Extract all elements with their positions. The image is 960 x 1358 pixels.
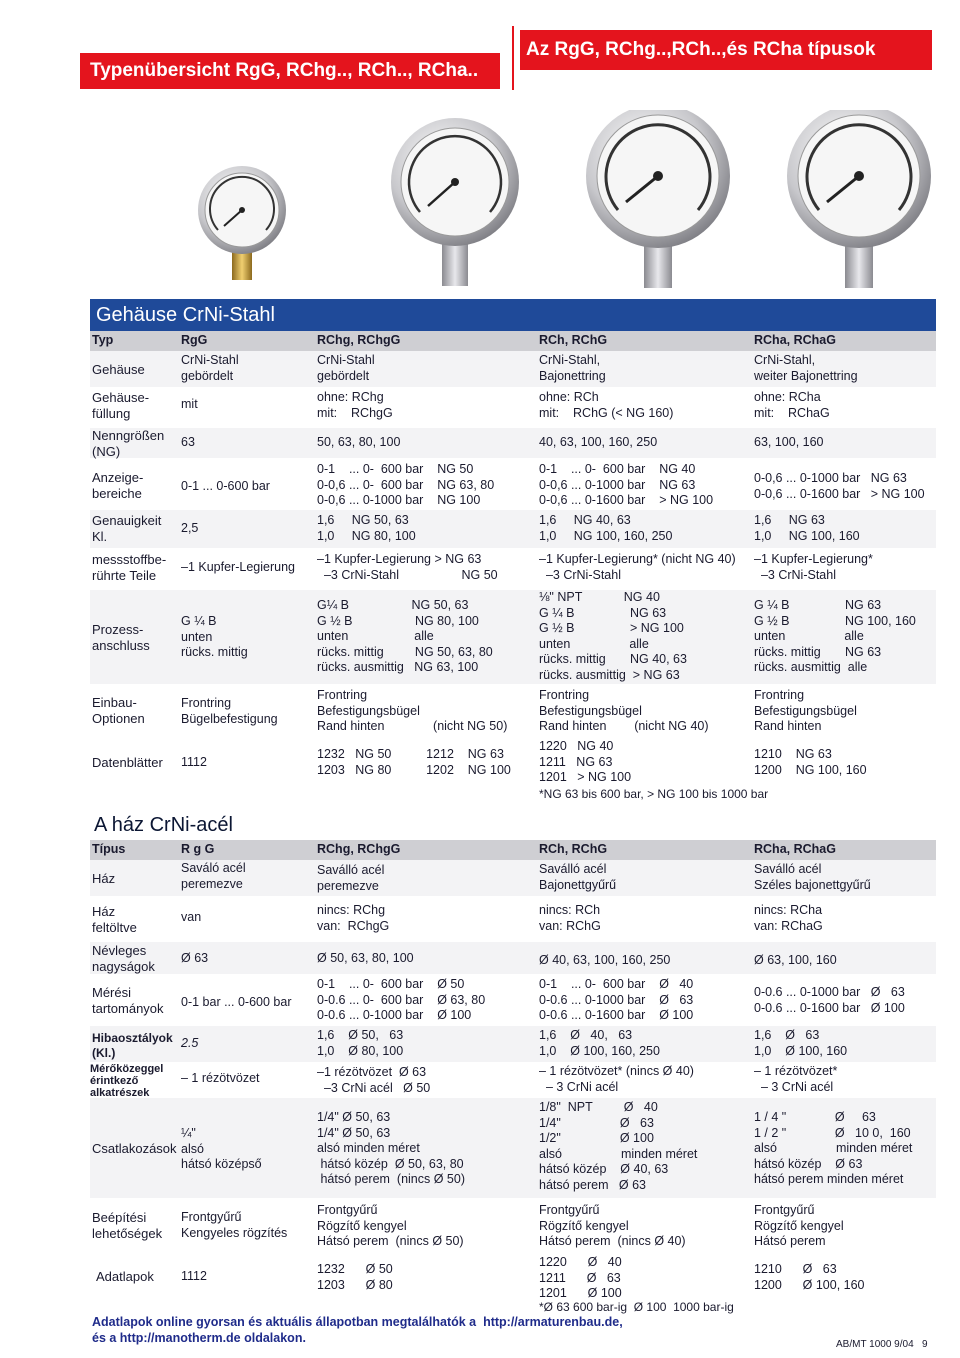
cell: ohne: RChg mit: RChgG <box>317 390 393 420</box>
row-label: Nenngrößen (NG) <box>92 428 165 459</box>
cell: 1 / 4 " Ø 63 1 / 2 " Ø 10 0, 160 alsó minden méret hátsó közép Ø 63 hátsó perem minden méret <box>754 1110 913 1186</box>
header-rch: RCh, RChG <box>539 333 608 347</box>
row-label: Datenblätter <box>92 755 163 770</box>
gauge-rchg-icon <box>391 118 519 286</box>
cell: ⅛" NPT NG 40 G ¼ B NG 63 G ½ B > NG 100 unten alle rücks. mittig NG 40, 63 rücks. ausmittig > NG 63 <box>539 590 687 682</box>
cell: Ø 63, 100, 160 <box>754 953 837 967</box>
cell: 0-1 ... 0- 600 bar Ø 40 0-0.6 ... 0-1000 bar Ø 63 0-0.6 ... 0-1600 bar Ø 100 <box>539 977 694 1022</box>
row-label: Hibaosztályok (Kl.) <box>92 1031 173 1060</box>
row-label: Einbau- Optionen <box>92 695 145 726</box>
cell: Frontring Befestigungsbügel Rand hinten (nicht NG 40) <box>539 688 709 733</box>
cell: 0-1 ... 0- 600 bar Ø 50 0-0.6 ... 0- 600 bar Ø 63, 80 0-0.6 ... 0-1000 bar Ø 100 <box>317 977 486 1022</box>
header-rgg: R g G <box>181 842 215 856</box>
header-rch: RCh, RChG <box>539 842 608 856</box>
cell: Frontgyűrű Rögzítő kengyel Hátsó perem (nincs Ø 40) <box>539 1203 686 1248</box>
cell: Frontring Befestigungsbügel Rand hinten (nicht NG 50) <box>317 688 508 733</box>
cell: 1,6 NG 63 1,0 NG 100, 160 <box>754 513 860 543</box>
cell: 0-0.6 ... 0-1000 bar Ø 63 0-0.6 ... 0-1600 bar Ø 100 <box>754 985 905 1015</box>
cell: 0-0,6 ... 0-1000 bar NG 63 0-0,6 ... 0-1600 bar > NG 100 <box>754 471 925 501</box>
cell: 0-1 bar ... 0-600 bar <box>181 995 292 1009</box>
cell: 1,6 NG 40, 63 1,0 NG 100, 160, 250 <box>539 513 673 543</box>
cell: G ¼ B NG 63 G ½ B NG 100, 160 unten alle rücks. mittig NG 63 rücks. ausmittig alle <box>754 598 916 674</box>
cell: Frontgyűrű Kengyeles rögzítés <box>181 1210 288 1240</box>
cell: 1220 NG 40 1211 NG 63 1201 > NG 100 <box>539 739 632 784</box>
row-label: Mérési tartományok <box>92 985 164 1016</box>
cell: Ø 50, 63, 80, 100 <box>317 951 414 965</box>
cell: 1,6 Ø 63 1,0 Ø 100, 160 <box>754 1028 848 1058</box>
row-label: Adatlapok <box>96 1269 154 1284</box>
footer-line-1: Adatlapok online gyorsan és aktuális állapotban megtalálhatók a http://armaturenbau.de, <box>92 1315 623 1329</box>
cell: 2.5 <box>181 1036 199 1050</box>
row-label: Gehäuse- füllung <box>92 390 150 421</box>
cell: Frontgyűrű Rögzítő kengyel Hátsó perem <box>754 1203 844 1248</box>
header-rchg: RChg, RChgG <box>317 842 401 856</box>
cell: –1 Kupfer-Legierung > NG 63 –3 CrNi-Stahl NG 50 <box>317 552 498 582</box>
row-label: Beépítési lehetőségek <box>92 1210 163 1241</box>
cell: 40, 63, 100, 160, 250 <box>539 435 658 449</box>
row-label: Prozess- anschluss <box>92 622 150 653</box>
header-rcha: RCha, RChaG <box>754 333 836 347</box>
cell: G ¼ B unten rücks. mittig <box>181 614 248 659</box>
cell: 1/4" Ø 50, 63 1/4" Ø 50, 63 alsó minden méret hátsó közép Ø 50, 63, 80 hátsó perem (nincs Ø 50) <box>317 1110 465 1186</box>
cell: 2,5 <box>181 521 199 535</box>
cell: 1,6 NG 50, 63 1,0 NG 80, 100 <box>317 513 416 543</box>
cell: 1,6 Ø 40, 63 1,0 Ø 100, 160, 250 <box>539 1028 660 1058</box>
footnote-de: *NG 63 bis 600 bar, > NG 100 bis 1000 bar <box>539 787 769 801</box>
cell: 1232 NG 50 1212 NG 63 1203 NG 80 1202 NG 100 <box>317 747 511 777</box>
row-label: Ház <box>92 871 116 886</box>
title-banner-hu-text: Az RgG, RChg..,RCh..,és RCha típusok <box>526 39 876 60</box>
cell: –1 Kupfer-Legierung* –3 CrNi-Stahl <box>754 552 873 582</box>
cell: ohne: RCha mit: RChaG <box>754 390 830 420</box>
cell: Ø 63 <box>181 951 209 965</box>
column-header-de <box>90 331 936 351</box>
cell: –1 Kupfer-Legierung* (nicht NG 40) –3 CrNi-Stahl <box>539 552 736 582</box>
header-typ: Typ <box>92 333 114 347</box>
cell: 1232 Ø 50 1203 Ø 80 <box>317 1262 393 1292</box>
header-rgg: RgG <box>181 333 208 347</box>
cell: Frontring Befestigungsbügel Rand hinten <box>754 688 857 733</box>
banner-divider <box>512 26 514 90</box>
cell: Saválló acél peremezve <box>317 863 385 893</box>
cell: CrNi-Stahl, Bajonettring <box>539 353 606 383</box>
title-banner-de-text: Typenübersicht RgG, RChg.., RCh.., RCha.. <box>90 60 479 81</box>
cell: CrNi-Stahl gebördelt <box>317 353 375 383</box>
header-tipus: Típus <box>92 842 126 856</box>
row-label: Névleges nagyságok <box>92 943 155 974</box>
title-banner-de <box>80 53 500 89</box>
row-label: Mérőközeggel érintkező alkatrészek <box>90 1063 164 1099</box>
gauge-rch-icon <box>586 110 730 288</box>
cell: 1112 <box>181 755 207 769</box>
cell: 0-1 ... 0-600 bar <box>181 479 270 493</box>
cell: Saválló acél Bajonettgyűrű <box>539 862 617 892</box>
cell: G¼ B NG 50, 63 G ½ B NG 80, 100 unten alle rücks. mittig NG 50, 63, 80 rücks. ausmittig NG 63, 100 <box>317 598 493 674</box>
row-label: Csatlakozások <box>92 1141 177 1156</box>
gauge-images <box>180 110 940 300</box>
cell: 63, 100, 160 <box>754 435 824 449</box>
cell: Frontring Bügelbefestigung <box>181 696 278 726</box>
cell: ohne: RCh mit: RChG (< NG 160) <box>539 390 674 420</box>
cell: van <box>181 910 202 924</box>
section-title-hu-text: A ház CrNi-acél <box>94 814 233 836</box>
row-label: Genauigkeit Kl. <box>92 513 162 544</box>
cell: Saváló acél peremezve <box>181 861 246 891</box>
cell: nincs: RChg van: RChgG <box>317 903 390 933</box>
cell: 1220 Ø 40 1211 Ø 63 1201 Ø 100 <box>539 1255 622 1300</box>
cell: 1210 Ø 63 1200 Ø 100, 160 <box>754 1262 865 1292</box>
header-rchg: RChg, RChgG <box>317 333 401 347</box>
section-title-de-text: Gehäuse CrNi-Stahl <box>96 304 275 326</box>
gauge-rcha-icon <box>787 110 931 288</box>
title-banner-hu <box>520 30 932 70</box>
cell: ¼" alsó hátsó középső <box>181 1126 262 1171</box>
cell: CrNi-Stahl, weiter Bajonettring <box>754 353 858 383</box>
cell: nincs: RCh van: RChG <box>539 903 601 933</box>
cell: 50, 63, 80, 100 <box>317 435 401 449</box>
row-label: Gehäuse <box>92 362 145 377</box>
cell: nincs: RCha van: RChaG <box>754 903 823 933</box>
column-header-hu <box>90 840 936 860</box>
cell: – 1 rézötvözet <box>181 1071 260 1085</box>
cell: Saválló acél Széles bajonettgyűrű <box>754 862 871 892</box>
cell: 1112 <box>181 1269 207 1283</box>
section-title-de <box>90 299 936 331</box>
cell: – 1 rézötvözet* (nincs Ø 40) – 3 CrNi acél <box>539 1064 694 1094</box>
gauge-rgg-icon <box>198 166 286 280</box>
cell: 1,6 Ø 50, 63 1,0 Ø 80, 100 <box>317 1028 404 1058</box>
row-label: Anzeige- bereiche <box>92 470 144 501</box>
row-label: Ház feltöltve <box>92 904 137 935</box>
header-rcha: RCha, RChaG <box>754 842 836 856</box>
page-reference: AB/MT 1000 9/04 9 <box>836 1339 928 1350</box>
footnote-hu: *Ø 63 600 bar-ig Ø 100 1000 bar-ig <box>539 1300 734 1314</box>
cell: 63 <box>181 435 195 449</box>
cell: CrNi-Stahl gebördelt <box>181 353 239 383</box>
cell: 0-1 ... 0- 600 bar NG 40 0-0,6 ... 0-1000 bar NG 63 0-0,6 ... 0-1600 bar > NG 100 <box>539 462 714 507</box>
cell: Frontgyűrű Rögzítő kengyel Hátsó perem (nincs Ø 50) <box>317 1203 464 1248</box>
cell: 1210 NG 63 1200 NG 100, 160 <box>754 747 867 777</box>
cell: 0-1 ... 0- 600 bar NG 50 0-0,6 ... 0- 600 bar NG 63, 80 0-0,6 ... 0-1000 bar NG 100 <box>317 462 495 507</box>
cell: –1 Kupfer-Legierung <box>181 560 295 574</box>
cell: – 1 rézötvözet* – 3 CrNi acél <box>754 1064 838 1094</box>
cell: 1/8" NPT Ø 40 1/4" Ø 63 1/2" Ø 100 alsó minden méret hátsó közép Ø 40, 63 hátsó perem Ø 63 <box>539 1100 698 1192</box>
section-title-hu <box>90 810 936 840</box>
cell: Ø 40, 63, 100, 160, 250 <box>539 953 671 967</box>
footer-line-2: és a http://manotherm.de oldalakon. <box>92 1331 306 1345</box>
cell: –1 rézötvözet Ø 63 –3 CrNi acél Ø 50 <box>317 1065 431 1095</box>
row-label: messstoffbe- rührte Teile <box>92 552 167 583</box>
cell: mit <box>181 397 198 411</box>
